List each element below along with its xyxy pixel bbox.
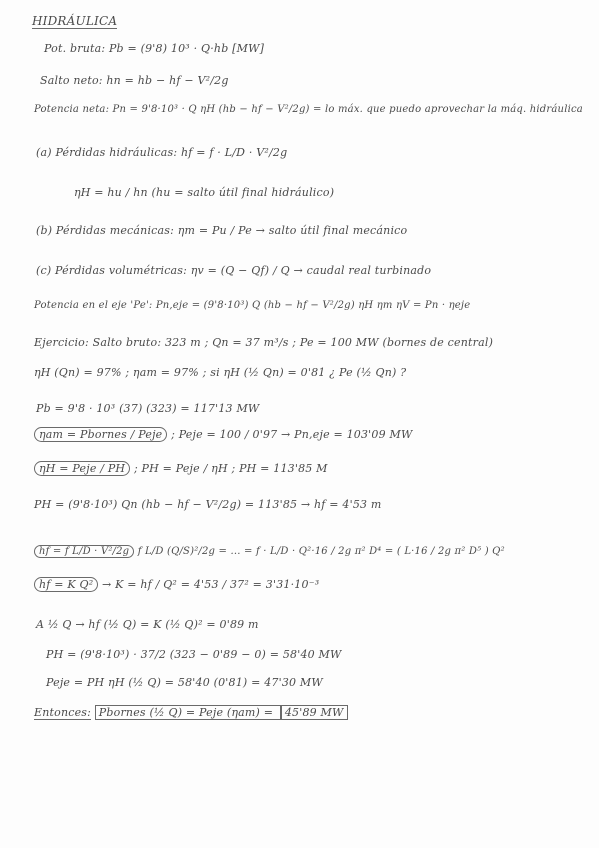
hydraulic-efficiency-line: ηH = hu / hn (hu = salto útil final hidráulico) (74, 186, 335, 199)
hydraulic-losses-line: (a) Pérdidas hidráulicas: hf = f · L/D · V²/2g (36, 146, 288, 159)
shaft-power-line: Potencia en el eje 'Pe': Pn,eje = (9'8·10³) Q (hb − hf − V²/2g) ηH ηm ηV = Pn · ηeje (34, 300, 471, 311)
conclusion-line (34, 706, 348, 719)
shaft-power-calc: ; Peje = 100 / 0'97 → Pn,eje = 103'09 MW (171, 428, 413, 441)
darcy-formula: hf = f L/D · V²/2g (34, 545, 134, 558)
title-text: HIDRÁULICA (32, 14, 118, 28)
half-flow-power-line: PH = (9'8·10³) · 37/2 (323 − 0'89 − 0) = 58'40 MW (46, 648, 342, 661)
gross-power-line: Pot. bruta: Pb = (9'8) 10³ · Q·hb [MW] (44, 42, 265, 55)
half-flow-shaft-power-line: Peje = PH ηH (½ Q) = 58'40 (0'81) = 47'30 MW (46, 676, 323, 689)
exercise-data-line: Ejercicio: Salto bruto: 323 m ; Qn = 37 m³/s ; Pe = 100 MW (bornes de central) (34, 336, 494, 349)
darcy-formula-line (34, 546, 505, 557)
half-flow-loss-line: A ½ Q → hf (½ Q) = K (½ Q)² = 0'89 m (36, 618, 259, 631)
hydraulic-power-calc: ; PH = Peje / ηH ; PH = 113'85 M (133, 462, 328, 475)
volumetric-losses-line: (c) Pérdidas volumétricas: ηv = (Q − Qf) / Q → caudal real turbinado (36, 264, 432, 277)
turbine-efficiency-formula: ηH = Peje / PH (34, 461, 130, 476)
loss-coefficient-calc: → K = hf / Q² = 4'53 / 37² = 3'31·10⁻³ (102, 578, 320, 591)
darcy-derivation: f L/D (Q/S)²/2g = ... = f · L/D · Q²·16 / 2g π² D⁴ = ( L·16 / 2g π² D⁵ ) Q² (137, 546, 505, 557)
head-loss-result-line: PH = (9'8·10³) Qn (hb − hf − V²/2g) = 113'85 → hf = 4'53 m (34, 498, 382, 511)
net-power-line: Potencia neta: Pn = 9'8·10³ · Q ηH (hb − hf − V²/2g) = lo máx. que puedo aprovechar la máq. hidráulica (34, 104, 583, 115)
generator-efficiency-formula: ηam = Pbornes / Peje (34, 427, 167, 442)
conclusion-formula: Pbornes (½ Q) = Peje (ηam) = (95, 705, 281, 720)
final-result: 45'89 MW (281, 705, 348, 720)
gross-power-result-line: Pb = 9'8 · 10³ (37) (323) = 117'13 MW (36, 402, 260, 415)
generator-efficiency-line (34, 428, 412, 441)
loss-coefficient-line (34, 578, 319, 591)
exercise-question-line: ηH (Qn) = 97% ; ηam = 97% ; si ηH (½ Qn) = 0'81 ¿ Pe (½ Qn) ? (34, 366, 407, 379)
page-title (32, 14, 117, 28)
loss-coefficient-formula: hf = K Q² (34, 577, 98, 592)
turbine-efficiency-line (34, 462, 328, 475)
mechanical-losses-line: (b) Pérdidas mecánicas: ηm = Pu / Pe → salto útil final mecánico (36, 224, 408, 237)
conclusion-label: Entonces: (34, 706, 92, 719)
net-head-line: Salto neto: hn = hb − hf − V²/2g (40, 74, 229, 87)
